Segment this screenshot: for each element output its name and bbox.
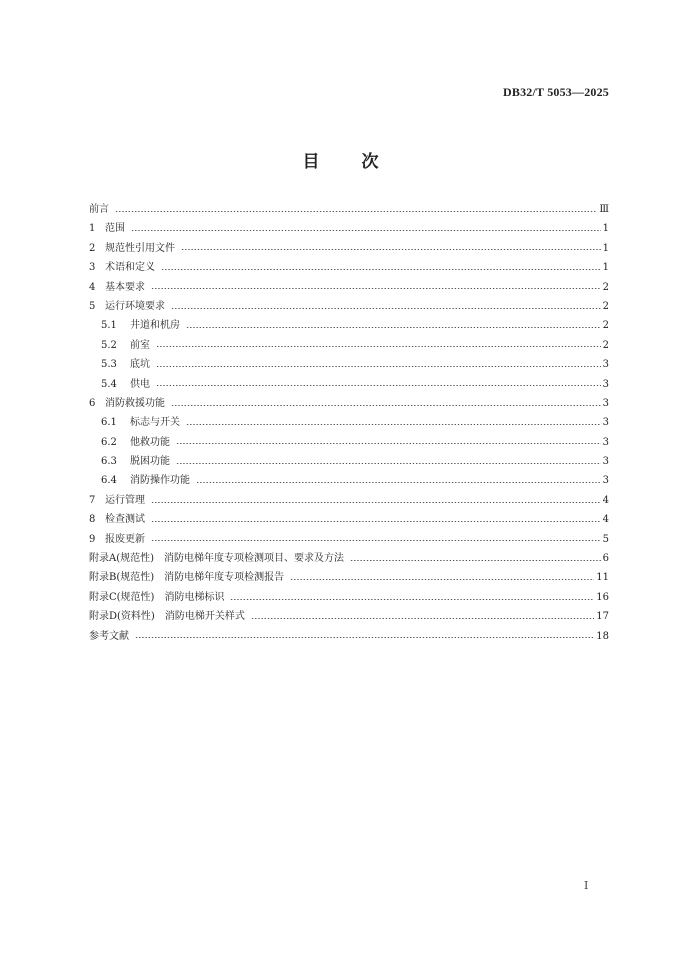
toc-entry[interactable]	[89, 200, 609, 219]
toc-entry[interactable]	[89, 568, 609, 587]
toc-entry-label: 参考文献	[89, 630, 129, 642]
toc-entry-label: 检查测试	[105, 514, 145, 526]
dot-leader	[181, 249, 601, 250]
toc-entry-label: 运行管理	[105, 494, 145, 506]
toc-entry-label: 附录A(规范性) 消防电梯年度专项检测项目、要求及方法	[89, 553, 345, 565]
toc-entry-page: 3	[602, 397, 609, 409]
toc-entry-page: 1	[602, 262, 609, 274]
toc-entry-page: 11	[596, 572, 609, 584]
toc-entry[interactable]	[89, 394, 609, 413]
toc-entry[interactable]	[89, 297, 609, 316]
toc-entry-label: 井道和机房	[130, 320, 180, 332]
toc-entry-number: 4	[89, 281, 96, 293]
dot-leader	[115, 211, 597, 212]
toc-entry[interactable]	[89, 549, 609, 568]
toc-entry[interactable]	[89, 219, 609, 238]
toc-entry-label: 脱困功能	[130, 456, 170, 468]
dot-leader	[186, 327, 601, 328]
dot-leader	[196, 482, 601, 483]
toc-entry-page: 3	[602, 359, 609, 371]
toc-entry-page: 2	[602, 320, 609, 332]
toc-entry-page: 2	[602, 300, 609, 312]
dot-leader	[290, 579, 594, 580]
dot-leader	[161, 269, 601, 270]
toc-entry[interactable]	[89, 355, 609, 374]
toc-entry-label: 标志与开关	[130, 417, 180, 429]
toc-entry[interactable]	[89, 471, 609, 490]
toc-entry[interactable]	[89, 336, 609, 355]
toc-entry-label: 供电	[130, 378, 150, 390]
document-code: DB32/T 5053—2025	[503, 85, 609, 99]
toc-entry-label: 规范性引用文件	[105, 242, 175, 254]
toc-entry-page: 4	[602, 514, 609, 526]
toc-entry-number: 5.4	[101, 378, 117, 390]
toc-entry-label: 报废更新	[105, 533, 145, 545]
toc-entry[interactable]	[89, 433, 609, 452]
toc-entry-page: 4	[602, 494, 609, 506]
toc-entry-page: 3	[602, 436, 609, 448]
toc-entry-page: 5	[602, 533, 609, 545]
toc-entry[interactable]	[89, 239, 609, 258]
toc-entry[interactable]	[89, 375, 609, 394]
toc-entry-page: 3	[602, 417, 609, 429]
toc-entry-label: 附录B(规范性) 消防电梯年度专项检测报告	[89, 572, 285, 584]
toc-entry-number: 6	[89, 397, 96, 409]
toc-entry-label: 基本要求	[105, 281, 145, 293]
toc-entry-label: 底坑	[130, 359, 150, 371]
dot-leader	[156, 346, 601, 347]
toc-entry-label: 范围	[105, 223, 125, 235]
toc-entry-page: 17	[596, 611, 609, 623]
dot-leader	[176, 463, 601, 464]
toc-entry-number: 5.2	[101, 339, 117, 351]
toc-entry-label: 附录D(资料性) 消防电梯开关样式	[89, 611, 245, 623]
toc-entry[interactable]	[89, 491, 609, 510]
toc-entry[interactable]	[89, 452, 609, 471]
page-number: Ⅰ	[584, 879, 589, 892]
dot-leader	[151, 521, 601, 522]
toc-entry[interactable]	[89, 510, 609, 529]
dot-leader	[251, 618, 594, 619]
toc-entry-label: 消防救援功能	[105, 397, 165, 409]
dot-leader	[151, 540, 601, 541]
toc-entry[interactable]	[89, 258, 609, 277]
toc-entry-number: 9	[89, 533, 96, 545]
dot-leader	[151, 502, 601, 503]
dot-leader	[350, 560, 601, 561]
toc-entry-number: 5.1	[101, 320, 117, 332]
toc-entry-page: 3	[602, 475, 609, 487]
dot-leader	[131, 230, 601, 231]
toc-entry-page: 2	[602, 339, 609, 351]
toc-entry-number: 2	[89, 242, 96, 254]
toc-entry-page: 2	[602, 281, 609, 293]
toc-entry[interactable]	[89, 588, 609, 607]
toc-entry-label: 他救功能	[130, 436, 170, 448]
dot-leader	[151, 288, 601, 289]
toc-entry[interactable]	[89, 413, 609, 432]
dot-leader	[186, 424, 601, 425]
toc-entry-number: 6.3	[101, 456, 117, 468]
toc-entry[interactable]	[89, 316, 609, 335]
table-of-contents	[89, 200, 609, 646]
toc-entry-number: 3	[89, 262, 96, 274]
toc-entry-page: 1	[602, 242, 609, 254]
toc-entry-number: 7	[89, 494, 96, 506]
toc-entry-page: 16	[596, 591, 609, 603]
toc-entry-page: 3	[602, 456, 609, 468]
toc-entry-number: 6.2	[101, 436, 117, 448]
toc-entry-number: 6.4	[101, 475, 117, 487]
toc-entry-label: 前言	[89, 204, 109, 215]
toc-entry-number: 5	[89, 300, 96, 312]
toc-entry-label: 附录C(规范性) 消防电梯标识	[89, 591, 225, 603]
toc-entry-label: 前室	[130, 339, 150, 351]
toc-entry[interactable]	[89, 607, 609, 626]
dot-leader	[156, 366, 601, 367]
toc-entry[interactable]	[89, 530, 609, 549]
dot-leader	[156, 385, 601, 386]
toc-entry-number: 8	[89, 514, 96, 526]
toc-entry-label: 术语和定义	[105, 262, 155, 274]
dot-leader	[230, 599, 594, 600]
dot-leader	[171, 405, 601, 406]
toc-entry-page: Ⅲ	[599, 204, 609, 215]
dot-leader	[171, 308, 601, 309]
toc-entry-label: 运行环境要求	[105, 300, 165, 312]
toc-entry-page: 3	[602, 378, 609, 390]
dot-leader	[176, 443, 601, 444]
toc-entry-number: 1	[89, 223, 96, 235]
toc-entry-number: 6.1	[101, 417, 117, 429]
toc-entry-page: 18	[596, 630, 609, 642]
toc-entry-label: 消防操作功能	[130, 475, 190, 487]
toc-entry-page: 6	[602, 553, 609, 565]
toc-entry[interactable]	[89, 278, 609, 297]
toc-entry-page: 1	[602, 223, 609, 235]
toc-entry-number: 5.3	[101, 359, 117, 371]
toc-entry[interactable]	[89, 627, 609, 646]
toc-title: 目次	[302, 152, 421, 172]
dot-leader	[135, 637, 594, 638]
